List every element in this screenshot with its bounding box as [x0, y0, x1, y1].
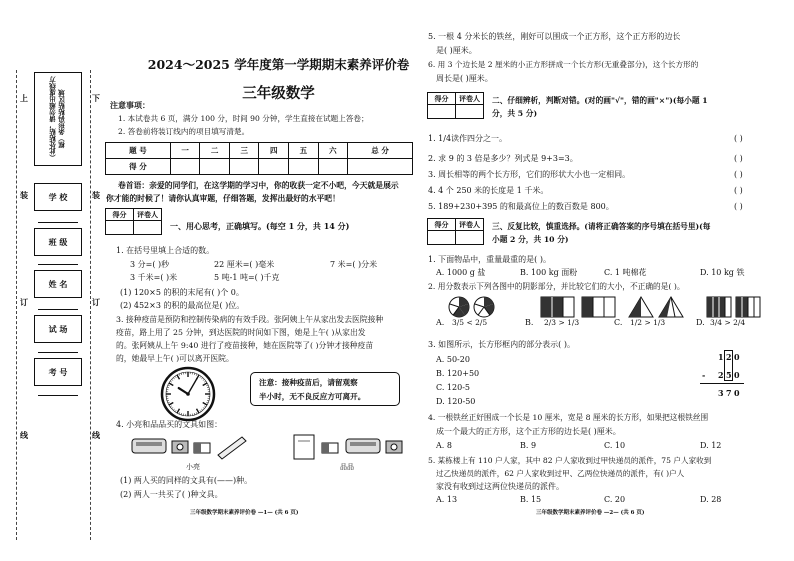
judge-answer-3[interactable]: ( ): [734, 170, 743, 179]
judge-item-2: 2. 求 9 的 3 倍是多少？列式是 9+3=3。: [428, 154, 578, 163]
judge-item-5: 5. 189+230+395 的和最高位上的数百数是 800。: [428, 202, 614, 211]
score-header: 题 号: [106, 143, 171, 159]
note-line-2: 半小时，无不良反应方可离开。: [259, 392, 366, 401]
sum-line: [700, 383, 744, 384]
pencil-case-icon: [346, 439, 380, 453]
choice-q5-line-2: 过乙快递员的派件，62 户人家收到过甲、乙两位快递员的派件，有( )户人: [436, 469, 685, 478]
choice-q4-line-2: 成一个最大的正方形，这个正方形的边长是( )厘米。: [436, 427, 621, 436]
choice-q3-option[interactable]: B. 120+50: [436, 369, 480, 378]
field-number-text: 考 号: [48, 366, 68, 377]
field-number-line[interactable]: [38, 395, 78, 396]
score-cell[interactable]: [229, 159, 259, 175]
choice-q5-option[interactable]: D. 28: [700, 495, 722, 504]
score-header: 三: [229, 143, 259, 159]
choice-q5-line-1: 5. 某栋楼上有 110 户人家，其中 82 户人家收到过甲快递员的派件，75 户人家收到: [428, 456, 712, 465]
notice-label: 注意事项：: [110, 100, 150, 110]
side-char: 装: [92, 190, 100, 200]
notebook-icon: [294, 435, 314, 459]
q1-label: 1. 在括号里填上合适的数。: [116, 246, 215, 255]
side-char: 装: [20, 190, 28, 200]
choice-q5-option[interactable]: C. 20: [604, 495, 626, 504]
score-header: 六: [318, 143, 348, 159]
score-header: 一: [170, 143, 200, 159]
score-cell[interactable]: [200, 159, 230, 175]
score-header: 二: [200, 143, 230, 159]
name-pinpin: 品品: [340, 463, 354, 471]
field-number-label: [34, 358, 82, 386]
highlight-frame: [724, 350, 733, 381]
exam-title: 2024～2025 学年度第一学期期末素养评价卷: [147, 57, 410, 72]
q3-line-2: 疫苗，路上用了 25 分钟，到达医院的时间如下图，她是上午( )从家出发: [116, 328, 366, 337]
note-line-1: 注意：接种疫苗后，请留观察: [259, 378, 358, 387]
field-room-line[interactable]: [38, 352, 78, 353]
choice-q1-option[interactable]: C. 1 吨棉花: [604, 268, 647, 277]
judge-answer-4[interactable]: ( ): [734, 186, 743, 195]
barcode-area: [34, 72, 82, 166]
choice-q4-option[interactable]: D. 12: [700, 441, 722, 450]
grader-label: 评卷人: [134, 209, 162, 221]
grader-score-cell[interactable]: [428, 105, 456, 119]
choice-q2-option-c[interactable]: C.: [614, 318, 623, 327]
choice-q3: 3. 如图所示，长方形框内的部分表示( )。: [428, 340, 575, 349]
grader-label: 评卷人: [456, 219, 484, 231]
section2-title-2: 分，共 5 分): [492, 109, 538, 118]
section1-title: 一、用心思考，正确填写。(每空 1 分，共 14 分): [170, 221, 350, 231]
choice-q3-option[interactable]: A. 50-20: [436, 355, 470, 364]
pencil-case-icon: [132, 439, 166, 453]
choice-q4-option[interactable]: C. 10: [604, 441, 626, 450]
field-room-label: [34, 315, 82, 343]
q6-line-1: 6. 用 3 个边长是 2 厘米的小正方形拼成一个长方形(无重叠部分)，这个长方形的: [428, 60, 699, 69]
fraction-figure-c: [628, 296, 686, 318]
field-name-label: [34, 270, 82, 298]
grader-score-cell[interactable]: [428, 231, 456, 245]
digit: 7: [726, 388, 732, 398]
q1-item: 7 米=( )分米: [330, 260, 378, 269]
fraction-figure-a: [448, 296, 528, 318]
side-char: 线: [92, 430, 100, 440]
minus-sign: -: [702, 370, 706, 380]
fraction-compare-b: 2/3 > 1/3: [544, 318, 580, 327]
choice-q1-option[interactable]: B. 100 kg 面粉: [520, 268, 578, 277]
field-class-text: 班 级: [48, 236, 68, 247]
score-cell[interactable]: [348, 159, 413, 175]
choice-q5-option[interactable]: B. 15: [520, 495, 542, 504]
eraser-icon: [322, 443, 338, 453]
score-header: 五: [289, 143, 319, 159]
field-name-line[interactable]: [38, 309, 78, 310]
side-char: 上: [20, 93, 28, 103]
intro-line-1: 卷首语：亲爱的同学们，在这学期的学习中，你的收获一定不小吧，今天就是展示: [118, 181, 399, 190]
intro-line-2: 你才能的时候了！请你认真审题，仔细答题，发挥出最好的水平吧！: [106, 194, 340, 203]
digit: 3: [718, 388, 724, 398]
score-cell[interactable]: [170, 159, 200, 175]
digit: 2: [726, 352, 732, 362]
judge-answer-1[interactable]: ( ): [734, 134, 743, 143]
q4-item-1: (1) 两人买的同样的文具有(——)种。: [120, 476, 253, 485]
judge-answer-5[interactable]: ( ): [734, 202, 743, 211]
grader-score-label: 得分: [106, 209, 134, 221]
score-header: 总 分: [348, 143, 413, 159]
choice-q5-line-3: 家没有收到过这两位快递员的派件。: [436, 482, 564, 491]
choice-q2-option-d[interactable]: D.: [696, 318, 705, 327]
footer-right: 三年级数学期末素养评价卷 —2— (共 6 页): [536, 510, 645, 516]
q4-label: 4. 小亮和品品买的文具如图：: [116, 420, 223, 429]
q3-line-3: 的。张阿姨从上午 9:40 进行了疫苗接种，她在医院等了( )分钟才接种疫苗: [116, 341, 374, 350]
field-name-text: 姓 名: [48, 278, 68, 289]
section3-title-1: 三、反复比较，慎重选择。(请将正确答案的序号填在括号里)(每: [492, 222, 711, 231]
choice-q2-option-b[interactable]: B.: [525, 318, 534, 327]
field-school-label: [34, 183, 82, 211]
score-cell[interactable]: [259, 159, 289, 175]
grader-score-cell[interactable]: [106, 221, 134, 235]
grader-cell[interactable]: [456, 231, 484, 245]
field-school-text: 学 校: [48, 191, 68, 202]
grader-box-2: [427, 92, 484, 119]
field-room-text: 试 场: [48, 323, 68, 334]
binding-line-inner: [90, 70, 91, 540]
eraser-icon: [194, 443, 210, 453]
q5-line-1: 5. 一根 4 分米长的铁丝，刚好可以围成一个正方形，这个正方形的边长: [428, 32, 681, 41]
choice-q1-option[interactable]: A. 1000 g 盐: [436, 268, 486, 277]
grader-box-1: [105, 208, 162, 235]
judge-item-3: 3. 周长相等的两个长方形，它们的形状大小也一定相同。: [428, 170, 631, 179]
exam-subject: 三年级数学: [242, 85, 315, 102]
vertical-subtraction: [696, 350, 744, 406]
q1-item: 3 千米=( )米: [130, 273, 178, 282]
side-char: 线: [20, 430, 28, 440]
q6-line-2: 周长是( )厘米。: [436, 74, 493, 83]
grader-cell[interactable]: [456, 105, 484, 119]
q4-item-2: (2) 两人一共买了( )种文具。: [120, 490, 223, 499]
ruler-icon: [218, 437, 246, 459]
q3-line-1: 3. 接种疫苗是预防和控制传染病的有效手段。张阿姨上午从家出发去医院接种: [116, 315, 384, 324]
judge-item-4: 4. 4 个 250 米的长度是 1 千米。: [428, 186, 549, 195]
score-cell[interactable]: [289, 159, 319, 175]
score-cell[interactable]: [318, 159, 348, 175]
fraction-figure-b: [540, 296, 618, 318]
q2-item-2: (2) 452×3 的积的最高位是( )位。: [120, 301, 245, 310]
field-class-line[interactable]: [38, 264, 78, 265]
judge-item-1: 1. 1/4读作四分之一。: [428, 134, 508, 143]
q2-item-1: (1) 120×5 的积的末尾有( )个 0。: [120, 288, 244, 297]
choice-q4-option[interactable]: A. 8: [436, 441, 452, 450]
fraction-compare-d: 3/4 > 2/4: [710, 318, 746, 327]
score-row-label: 得 分: [106, 159, 171, 175]
choice-q4-option[interactable]: B. 9: [520, 441, 537, 450]
choice-q2-option-a[interactable]: A.: [436, 318, 445, 327]
choice-q1-option[interactable]: D. 10 kg 铁: [700, 268, 745, 277]
choice-q3-option[interactable]: D. 120-50: [436, 397, 476, 406]
field-class-label: [34, 228, 82, 256]
grader-label: 评卷人: [456, 93, 484, 105]
xiaoliang-stationery: [130, 433, 260, 461]
choice-q3-option[interactable]: C. 120-5: [436, 383, 470, 392]
choice-q4-line-1: 4. 一根铁丝正好围成一个长是 10 厘米，宽是 8 厘米的长方形，如果把这根铁丝围: [428, 413, 709, 422]
digit: 0: [734, 370, 740, 380]
grader-score-label: 得分: [428, 219, 456, 231]
score-header: 四: [259, 143, 289, 159]
digit: 5: [726, 370, 732, 380]
q1-item: 22 厘米=( )毫米: [214, 260, 275, 269]
side-char: 订: [20, 297, 28, 307]
side-char: 下: [92, 93, 100, 103]
side-char: 订: [92, 297, 100, 307]
grader-score-label: 得分: [428, 93, 456, 105]
judge-answer-2[interactable]: ( ): [734, 154, 743, 163]
section3-title-2: 小题 2 分，共 10 分): [492, 235, 569, 244]
pencil-sharpener-icon: [172, 441, 188, 453]
q1-item: 5 吨-1 吨=( )千克: [214, 273, 280, 282]
clock-icon: [160, 366, 216, 422]
fraction-compare-a: 3/5 < 2/5: [452, 318, 488, 327]
digit: 1: [718, 352, 724, 362]
pencil-sharpener-icon: [386, 441, 402, 453]
footer-left: 三年级数学期末素养评价卷 —1— (共 6 页): [190, 510, 299, 516]
notice-item-2: 2. 答卷前将装订线内的项目填写清楚。: [118, 127, 250, 136]
note-box: [250, 372, 400, 406]
digit: 0: [734, 352, 740, 362]
grader-cell[interactable]: [134, 221, 162, 235]
notice-item-1: 1. 本试卷共 6 页，满分 100 分，时间 90 分钟，学生直接在试题上答卷；: [118, 114, 369, 123]
q5-line-2: 是( )厘米。: [436, 46, 477, 55]
fraction-figure-d: [706, 296, 762, 318]
q3-line-4: 的，她最早上午( )可以离开医院。: [116, 354, 234, 363]
fraction-compare-c: 1/2 > 1/3: [630, 318, 666, 327]
barcode-notice: （此处粘贴，请勿超出虚线方框）条形码粘贴区域: [49, 76, 66, 162]
binding-line-outer: [16, 70, 17, 540]
digit: 2: [718, 370, 724, 380]
field-school-line[interactable]: [38, 222, 78, 223]
name-xiaoliang: 小亮: [186, 463, 200, 471]
choice-q5-option[interactable]: A. 13: [436, 495, 458, 504]
choice-q2: 2. 用分数表示下列各图中的阴影部分，并比较它们的大小，不正确的是( )。: [428, 282, 685, 291]
digit: 0: [734, 388, 740, 398]
choice-q1: 1. 下面物品中，重量最重的是( )。: [428, 255, 551, 264]
grader-box-3: [427, 218, 484, 245]
pinpin-stationery: [290, 433, 410, 461]
q1-item: 3 分=( )秒: [130, 260, 170, 269]
section2-title-1: 二、仔细辨析，判断对错。(对的画"√"，错的画"×")(每小题 1: [492, 96, 708, 105]
score-table: [105, 142, 413, 175]
